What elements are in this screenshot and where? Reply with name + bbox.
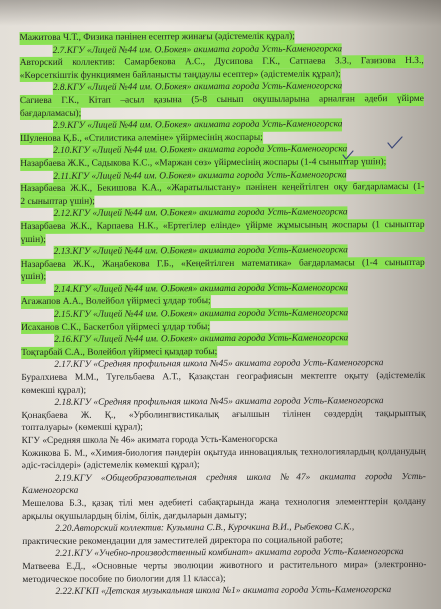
pen-checkmark-icon [341, 150, 355, 161]
document-page [20, 30, 427, 599]
entry-text-line: Назарбаева Ж.К., Садыкова К.С., «Маржан сөз» үйірмесінің жоспары (1-4 сыныптар үшін); [20, 157, 387, 169]
entry-text-line: Авторский коллектив: Самарбекова А.С., Дусипова Г.К., Сатпаева З.З., Газизова Н.З., [19, 56, 424, 69]
bibliography-entry [21, 244, 425, 284]
bibliography-entry [21, 357, 425, 397]
bibliography-entry [21, 395, 425, 435]
entry-text-line: Кожикова Б. М., «Химия-биология пәндерін оқытуда инновациялық технологиялардың қолданудың [21, 446, 426, 459]
bibliography-entry [20, 43, 424, 83]
entry-text-line: Матвеева Е.Д., «Основные черты эволюции животного и растительного мира» (электронно- [22, 559, 427, 572]
entry-text-line: әдіс-тәсілдері» (әдістемелік көмекші құрал); [21, 460, 200, 472]
entry-text-line: практические рекомендации для заместителей директора по социальной работе; [22, 535, 344, 547]
entry-text-line: топталуары» (көмекші құрал); [21, 422, 143, 434]
bibliography-entry [21, 332, 425, 359]
entry-text-line: үшін); [20, 272, 47, 283]
entry-heading-line: 2.20.Авторский коллектив: Кузьмина С.В., Курочкина В.И., Рыбекова С.К., [55, 522, 355, 535]
entry-text-line: Агажапов А.А., Волейбол үйірмесі ұлдар тобы; [20, 296, 211, 308]
entry-heading-line: 2.21.КГУ «Учебно-производственный комбинат» акимата города Усть-Каменогорска [55, 547, 404, 560]
bibliography-entry [20, 118, 424, 145]
entry-heading-line: 2.15.КГУ «Лицей №44 им. О.Бокея» акимата города Усть-Каменогорска [53, 308, 349, 320]
entry-text-line: «Көрсеткіштік функциямен байланысты таңдаулы есептер» (әдістемелік құрал); [19, 69, 341, 81]
entry-heading-line: 2.7.КГУ «Лицей №44 им. О.Бокея» акимата города Усть-Каменогорска [52, 43, 343, 56]
bibliography-entry [22, 433, 426, 473]
entry-text-line: Тоқтарбай С.А., Волейбол үйірмесі қыздар тобы; [21, 346, 218, 358]
pen-checkmark-icon [386, 136, 404, 150]
entry-heading-line: 2.18.КГУ «Средняя профильная школа №45» акимата города Усть-Каменогорска [54, 396, 384, 409]
entry-heading-line: 2.17.КГУ «Средняя профильная школа №45» акимата города Усть-Каменогорска [54, 358, 384, 371]
entry-text-line: 2 сыныптар үшін); [20, 196, 95, 207]
bibliography-entry [20, 168, 424, 208]
entry-heading-line: 2.22.КГКП «Детская музыкальная школа №1» акимата города Усть-Каменогорска [55, 585, 392, 598]
bibliography-entry [22, 546, 426, 586]
entry-text-line: арқылы оқушылардың білім, білік, дағдыларын дамыту; [22, 510, 247, 522]
entry-text-line: Назарбаева Ж.К., Жаңабекова Г.Б., «Кеңейтілген математика» бағдарламасы (1-4 сыныптар [20, 257, 425, 270]
bibliography-entry [20, 143, 424, 170]
entry-heading-line: КГУ «Средняя школа № 46» акимата города Усть-Каменогорска [21, 434, 278, 447]
bibliography-entry [21, 282, 425, 309]
entry-heading-line: 2.10.КГУ «Лицей №44 им. О.Бокея» акимата города Усть-Каменогорска [53, 144, 348, 157]
entry-text-line: Шуленова Қ.Б., «Стилистика әлеміне» үйірмесінің жоспары; [20, 132, 263, 144]
bibliography-entry [20, 80, 424, 120]
entry-heading-line: 2.11.КГУ «Лицей №44 им. О.Бокея» акимата города Усть-Каменогорска [53, 169, 347, 182]
entry-text-line: бағдарламасы); [19, 108, 82, 119]
entry-heading-line: 2.14.КГУ «Лицей №44 им. О.Бокея» акимата города Усть-Каменогорска [53, 283, 348, 295]
entry-heading-line: 2.9.КГУ «Лицей №44 им. О.Бокея» акимата города Усть-Каменогорска [52, 119, 343, 132]
entry-text-line: Сагиева Г.К., Кітап –асыл қазына (5-8 сынып оқушыларына арналған әдеби үйірме [19, 93, 424, 107]
entry-text-line: үшін); [20, 234, 46, 245]
entry-heading-line: 2.12.КГУ «Лицей №44 им. О.Бокея» акимата города Усть-Каменогорска [53, 207, 348, 220]
entry-heading-line: 2.13.КГУ «Лицей №44 им. О.Бокея» акимата города Усть-Каменогорска [53, 245, 348, 257]
bibliography-entry [22, 584, 426, 599]
entry-heading-line: 2.8.КГУ «Лицей №44 им. О.Бокея» акимата города Усть-Каменогорска [52, 81, 343, 94]
entry-text-line: Назарбаева Ж.К., Бекишова К.А., «Жаратылыстану» пәнінен кеңейтілген оқу бағдарламасы (1- [20, 182, 425, 195]
bibliography-entry [22, 521, 426, 548]
bibliography-entry [21, 307, 425, 334]
bibliography-entry [20, 206, 424, 246]
entry-text-line: Мешелова Б.З., қазақ тілі мен әдебиеті сабақтарында жаңа технология элементтерін қолдану [21, 496, 427, 510]
entry-text-line: Қонақбаева Ж. Қ., «Урболингвистикалық ағылшын тілінен сөздердің тақырыптық [21, 408, 426, 421]
entry-heading-line: Каменогорска [21, 486, 79, 497]
entry-text-line: Буралхиева М.М., Тугельбаева А.Т., Қазақстан географиясын мектепте оқыту (әдістемелік [21, 370, 426, 384]
entry-text-line: Назарбаева Ж.К., Карпаева Н.К., «Ертегілер елінде» үйірме жұмысының жоспары (1 сыныптар [20, 219, 425, 232]
bibliography-entry [22, 471, 426, 523]
entry-heading-line: 2.16.КГУ «Лицей №44 им. О.Бокея» акимата города Усть-Каменогорска [54, 333, 349, 346]
entry-text-line: көмекші құрал); [21, 385, 87, 396]
entry-text-line: Исаханов С.К., Баскетбол үйірмесі ұлдар тобы; [21, 321, 210, 333]
entry-text-line: методическое пособие по биологии для 11 класса); [22, 573, 226, 585]
entry-heading-line: 2.19.КГУ «Общеобразовательная средняя школа №47» акимата города Усть- [54, 471, 426, 484]
entry-text-line: Мажитова Ч.Т., Физика пәнінен есептер жинағы (әдістемелік құрал); [19, 31, 295, 44]
